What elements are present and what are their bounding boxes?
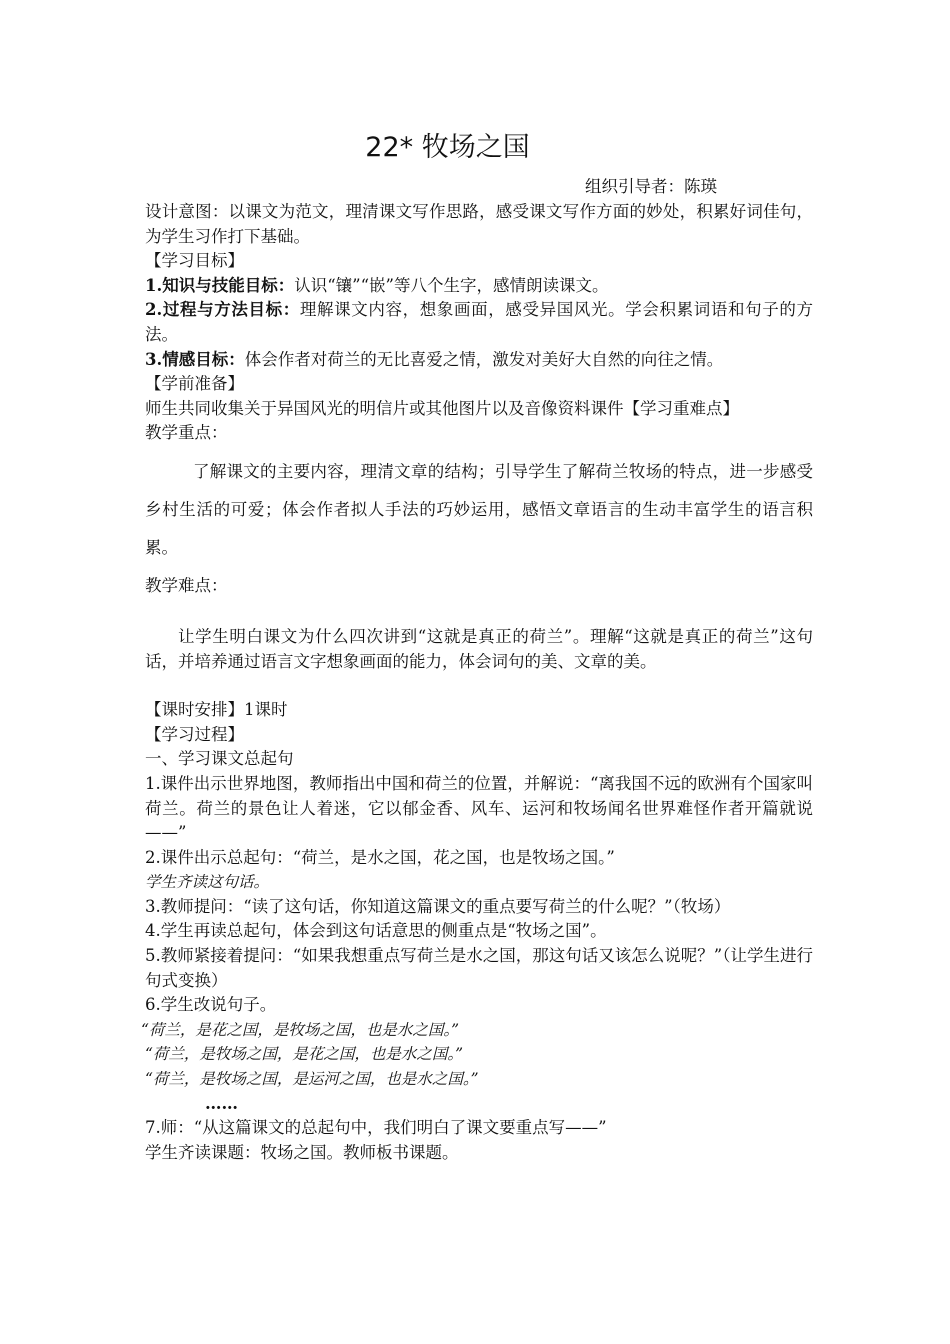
section-heading-process: 【学习过程】 <box>145 724 244 744</box>
section-heading-prep: 【学前准备】 <box>145 374 244 394</box>
schedule: 【课时安排】1课时 <box>145 700 288 720</box>
objective-2-label: 2.过程与方法目标： <box>145 300 300 320</box>
objective-1-label: 1.知识与技能目标： <box>145 275 295 295</box>
objective-3-label: 3.情感目标： <box>145 349 245 369</box>
sentence-variant-2: “荷兰，是牧场之国，是花之国，也是水之国。” <box>145 1045 464 1064</box>
step-2: 2.课件出示总起句：“荷兰，是水之国，花之国，也是牧场之国。” <box>145 847 615 867</box>
section-heading-objectives: 【学习目标】 <box>145 251 244 271</box>
objective-2 <box>145 298 813 347</box>
document-title: 22* 牧场之国 <box>365 132 530 163</box>
step-7: 7.师：“从这篇课文的总起句中，我们明白了课文要重点写——” <box>145 1118 607 1138</box>
objective-3 <box>145 348 813 373</box>
prep-text: 师生共同收集关于异国风光的明信片或其他图片以及音像资料课件【学习重难点】 <box>145 398 739 418</box>
step-2-note: 学生齐读这句话。 <box>145 873 270 892</box>
step-5: 5.教师紧接着提问：“如果我想重点写荷兰是水之国，那这句话又该怎么说呢？”（让学生进行句式变换） <box>145 946 813 990</box>
step-4: 4.学生再读总起句，体会到这句话意思的侧重点是“牧场之国”。 <box>145 921 607 941</box>
objective-1-text: 认识“镶”“嵌”等八个生字，感情朗读课文。 <box>294 275 609 295</box>
step-3: 3.教师提问：“读了这句话，你知道这篇课文的重点要写荷兰的什么呢？”（牧场） <box>145 896 731 916</box>
step-6: 6.学生改说句子。 <box>145 995 277 1015</box>
key-points-label: 教学重点： <box>145 423 228 443</box>
step-heading: 一、学习课文总起句 <box>145 749 294 769</box>
key-points-text: 了解课文的主要内容，理清文章的结构；引导学生了解荷兰牧场的特点，进一步感受乡村生活的可爱；体会作者拟人手法的巧妙运用，感悟文章语言的生动丰富学生的语言积累。 <box>145 461 813 557</box>
step-8: 学生齐读课题：牧场之国。教师板书课题。 <box>145 1142 459 1162</box>
objective-3-text: 体会作者对荷兰的无比喜爱之情，激发对美好大自然的向往之情。 <box>244 349 724 369</box>
difficult-points-text: 让学生明白课文为什么四次讲到“这就是真正的荷兰”。理解“这就是真正的荷兰”这句话，并培养通过语言文字想象画面的能力，体会词句的美、文章的美。 <box>145 626 813 671</box>
sentence-variant-1: “荷兰，是花之国，是牧场之国，也是水之国。” <box>141 1020 460 1039</box>
document-body <box>141 200 813 1165</box>
objective-1 <box>145 274 813 299</box>
ellipsis: …… <box>205 1093 238 1113</box>
objective-2-text: 理解课文内容，想象画面，感受异国风光。学会积累词语和句子的方法。 <box>145 300 813 344</box>
sentence-variant-3: “荷兰，是牧场之国，是运河之国，也是水之国。” <box>145 1070 479 1089</box>
step-1: 1.课件出示世界地图，教师指出中国和荷兰的位置，并解说：“离我国不远的欧洲有个国家叫荷兰。荷兰的景色让人着迷，它以郁金香、风车、运河和牧场闻名世界难怪作者开篇就说——” <box>145 773 813 843</box>
difficult-points-label: 教学难点： <box>145 575 228 595</box>
design-intent: 设计意图：以课文为范文，理清课文写作思路，感受课文写作方面的妙处，积累好词佳句，为学生习作打下基础。 <box>145 202 813 246</box>
author-line: 组织引导者：陈瑛 <box>585 177 717 196</box>
